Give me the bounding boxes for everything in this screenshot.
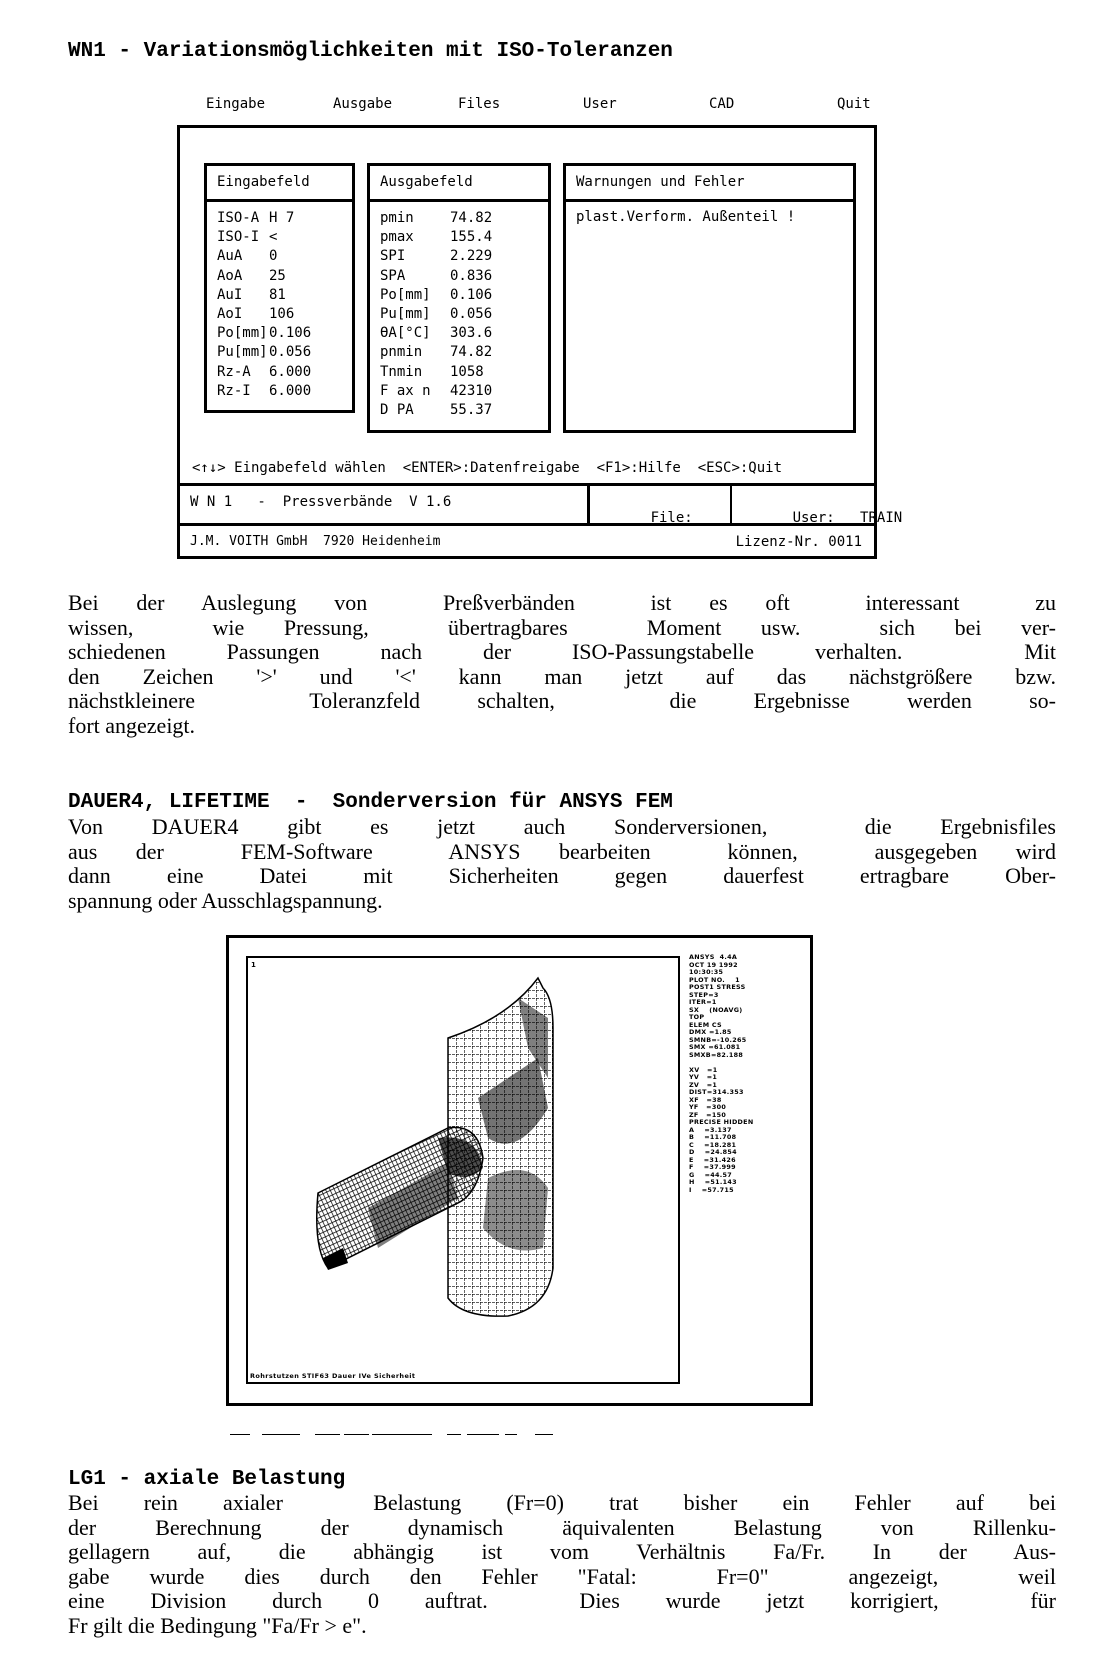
legend-line: D =24.854 [689, 1148, 737, 1156]
field-value[interactable]: 0.056 [269, 344, 312, 361]
text-line: schiedenen Passungen nach der ISO-Passungstabelle verhalten. Mit [68, 639, 1056, 665]
menu-quit[interactable]: Quit [837, 96, 871, 112]
field-row [380, 363, 492, 382]
field-label: ISO-A [217, 210, 260, 226]
legend-line: YF =300 [689, 1103, 727, 1111]
text-line: spannung oder Ausschlagspannung. [68, 887, 383, 913]
legend-line: A =3.137 [689, 1125, 732, 1134]
field-label: Rz-I [217, 382, 251, 399]
field-value[interactable]: H 7 [269, 210, 295, 226]
field-row [380, 324, 492, 343]
field-row [380, 286, 492, 305]
field-label: F ax n [380, 382, 431, 399]
menu-eingabe[interactable]: Eingabe [206, 96, 266, 112]
field-row [380, 267, 492, 286]
license-number: Lizenz-Nr. 0011 [735, 534, 862, 550]
file-label: File: [650, 510, 693, 526]
field-row [217, 343, 311, 362]
field-row [380, 343, 492, 362]
field-label: Po[mm] [217, 325, 268, 342]
field-label: AuA [217, 248, 243, 265]
user-label: User: [792, 510, 835, 526]
legend-line: F =37.999 [689, 1163, 736, 1171]
field-row [217, 267, 311, 286]
field-label: ϴA[°C] [380, 325, 431, 342]
menu-files[interactable]: Files [458, 96, 501, 112]
paragraph-dauer4 [68, 815, 1056, 913]
company-info: J.M. VOITH GmbH 7920 Heidenheim [190, 534, 441, 549]
field-row [380, 305, 492, 324]
fem-figure [226, 935, 813, 1406]
text-line: gabe wurde dies durch den Fehler "Fatal: Fr=0" angezeigt, weil [68, 1563, 1056, 1589]
field-value[interactable]: 81 [269, 286, 286, 303]
paragraph-lg1 [68, 1491, 1056, 1639]
field-label: Tnmin [380, 363, 423, 380]
status-bar [180, 483, 903, 526]
legend-line: DMX =1.85 [689, 1028, 732, 1036]
field-label: Po[mm] [380, 286, 431, 303]
field-row [217, 382, 311, 401]
field-value: 0.836 [450, 267, 493, 284]
field-row [380, 228, 492, 247]
fem-mesh-drawing [248, 958, 678, 1382]
text-line: Bei der Auslegung von Preßverbänden ist es oft interessant zu [68, 590, 1056, 615]
legend-line: ITER=1 [689, 998, 717, 1006]
legend-line: ANSYS 4.4A [689, 953, 738, 961]
legend-line: TOP [689, 1013, 705, 1021]
field-row [217, 247, 311, 266]
field-row [380, 209, 492, 228]
text-line: den Zeichen '>' und '<' kann man jetzt auf das nächstgrößere bzw. [68, 663, 1056, 689]
legend-line: ZV =1 [689, 1080, 718, 1089]
legend-line: H =51.143 [689, 1178, 737, 1186]
field-label: SPI [380, 248, 406, 265]
field-value[interactable]: 25 [269, 267, 286, 284]
field-value[interactable]: < [269, 229, 278, 246]
field-value[interactable]: 6.000 [269, 382, 312, 399]
eingabefeld-panel[interactable] [204, 163, 355, 413]
legend-line: 10:30:35 [689, 968, 724, 976]
field-row [217, 286, 311, 305]
ausgabefeld-title: Ausgabefeld [370, 166, 548, 202]
legend-line: E =31.426 [689, 1155, 736, 1164]
field-label: SPA [380, 267, 406, 284]
section-heading-lg1: LG1 - axiale Belastung [68, 1468, 346, 1491]
field-label: pmax [380, 229, 414, 246]
menu-cad[interactable]: CAD [709, 96, 735, 112]
text-line: eine Division durch 0 auftrat. Dies wurde jetzt korrigiert, für [68, 1588, 1056, 1614]
eingabefeld-title: Eingabefeld [207, 166, 352, 202]
warnung-message: plast.Verform. Außenteil ! [576, 209, 796, 225]
field-label: Pu[mm] [380, 305, 431, 322]
field-label: Pu[mm] [217, 344, 268, 361]
field-value[interactable]: 106 [269, 305, 295, 322]
legend-line: ELEM CS [689, 1020, 722, 1029]
text-line: nächstkleinere Toleranzfeld schalten, die Ergebnisse werden so- [68, 688, 1056, 714]
field-row [217, 363, 311, 382]
warnungen-panel [563, 163, 856, 433]
paragraph-wn1 [68, 591, 1056, 739]
legend-line: SMX =61.081 [689, 1043, 741, 1051]
legend-line: PRECISE HIDDEN [689, 1118, 754, 1126]
section-heading-wn1: WN1 - Variationsmöglichkeiten mit ISO-Toleranzen [68, 40, 673, 63]
figure-caption: Rohrstutzen STIF63 Dauer IVe Sicherheit [250, 1372, 416, 1380]
field-row [217, 305, 311, 324]
field-value: 42310 [450, 382, 493, 399]
field-row [380, 401, 492, 420]
legend-line: YV =1 [689, 1073, 718, 1081]
ausgabefeld-rows [380, 209, 492, 420]
text-line: fort angezeigt. [68, 712, 196, 738]
field-label: ISO-I [217, 229, 260, 246]
field-label: D PA [380, 401, 414, 418]
ausgabefeld-panel [367, 163, 551, 433]
legend-line: G =44.57 [689, 1170, 733, 1179]
field-label: pnmin [380, 344, 423, 361]
legend-line: XF =38 [689, 1095, 722, 1104]
footer-bar [180, 523, 874, 556]
field-value: 74.82 [450, 210, 493, 226]
legend-line: PLOT NO. 1 [689, 975, 740, 984]
section-heading-dauer4: DAUER4, LIFETIME - Sonderversion für ANSYS FEM [68, 791, 673, 814]
field-value[interactable]: 6.000 [269, 363, 312, 380]
legend-line: B =11.708 [689, 1133, 737, 1141]
legend-line: SMNB=-10.265 [689, 1035, 747, 1044]
user-value: TRAIN [860, 510, 903, 526]
text-line: dann eine Datei mit Sicherheiten gegen dauerfest ertragbare Ober- [68, 863, 1056, 889]
text-line: wissen, wie Pressung, übertragbares Moment usw. sich bei ver- [68, 614, 1056, 640]
field-row [380, 247, 492, 266]
fem-plot-area [246, 956, 680, 1384]
legend-line: POST1 STRESS [689, 983, 746, 991]
legend-line: OCT 19 1992 [689, 960, 738, 969]
field-value: 0.106 [450, 286, 493, 303]
field-value[interactable]: 0 [269, 248, 278, 265]
ansys-legend [689, 954, 753, 1194]
field-value: 2.229 [450, 248, 493, 265]
eingabefeld-rows [217, 209, 311, 401]
warnungen-title: Warnungen und Fehler [566, 166, 853, 202]
field-label: pmin [380, 210, 414, 226]
field-value: 1058 [450, 363, 484, 380]
legend-line: SMXB=82.188 [689, 1050, 744, 1059]
field-label: Rz-A [217, 363, 251, 380]
legend-line: SX (NOAVG) [689, 1005, 743, 1014]
legend-line: XV =1 [689, 1065, 718, 1074]
legend-line: DIST=314.353 [689, 1088, 744, 1096]
legend-line: I =57.715 [689, 1185, 734, 1194]
legend-line: ZF =150 [689, 1110, 727, 1119]
user-field [732, 486, 903, 526]
field-label: AoI [217, 305, 243, 322]
legend-line: STEP=3 [689, 990, 719, 999]
field-row [217, 209, 311, 228]
text-line: Fr gilt die Bedingung "Fa/Fr > e". [68, 1612, 367, 1638]
program-version: W N 1 - Pressverbände V 1.6 [180, 486, 590, 523]
text-line: Bei rein axialer Belastung (Fr=0) trat bisher ein Fehler auf bei [68, 1490, 1056, 1515]
field-value: 74.82 [450, 344, 493, 361]
text-line: aus der FEM-Software ANSYS bearbeiten können, ausgegeben wird [68, 838, 1056, 864]
file-field[interactable] [590, 486, 732, 526]
field-row [380, 382, 492, 401]
field-label: AoA [217, 267, 243, 284]
plot-number: 1 [251, 961, 256, 969]
field-value: 303.6 [450, 325, 493, 342]
field-row [217, 324, 311, 343]
menu-ausgabe[interactable]: Ausgabe [333, 96, 393, 112]
field-label: AuI [217, 286, 243, 303]
text-line: Von DAUER4 gibt es jetzt auch Sonderversionen, die Ergebnisfiles [68, 814, 1056, 839]
text-line: der Berechnung der dynamisch äquivalenten Belastung von Rillenku- [68, 1514, 1056, 1540]
field-value: 155.4 [450, 229, 493, 246]
key-hint-line: <↑↓> Eingabefeld wählen <ENTER>:Datenfreigabe <F1>:Hilfe <ESC>:Quit [192, 460, 783, 476]
menu-user[interactable]: User [583, 96, 617, 112]
field-value: 55.37 [450, 401, 493, 418]
legend-line: C =18.281 [689, 1140, 737, 1149]
field-value: 0.056 [450, 305, 493, 322]
field-row [217, 228, 311, 247]
app-window [177, 125, 903, 559]
text-line: gellagern auf, die abhängig ist vom Verhältnis Fa/Fr. In der Aus- [68, 1539, 1056, 1565]
field-value[interactable]: 0.106 [269, 325, 312, 342]
